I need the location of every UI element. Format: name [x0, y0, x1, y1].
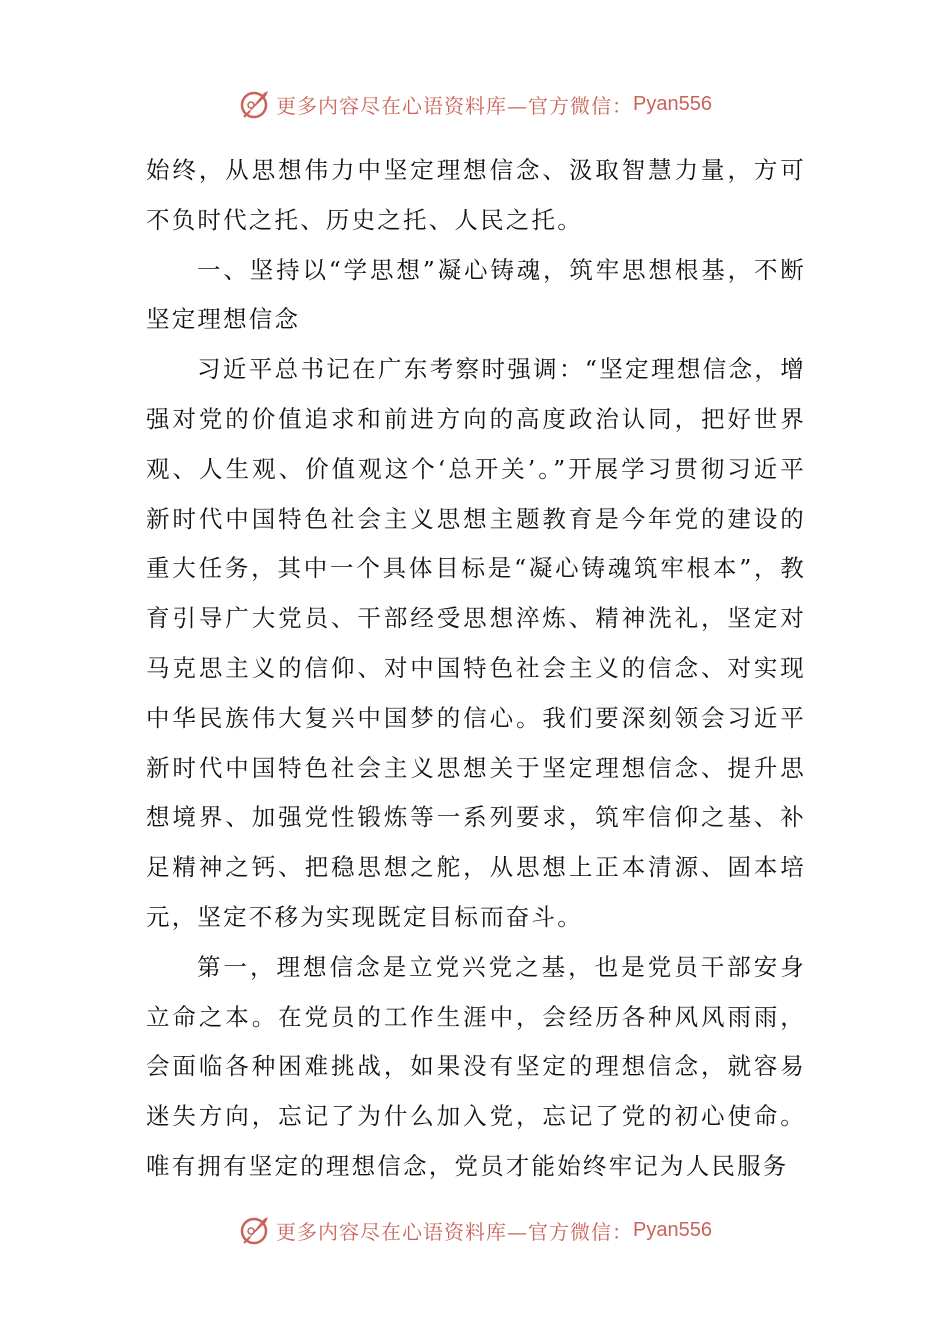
quill-logo-icon — [238, 1213, 272, 1247]
banner-wechat-id: Pyan556 — [633, 1218, 712, 1241]
footer-banner — [0, 1210, 950, 1250]
paragraph: 习近平总书记在广东考察时强调：“坚定理想信念，增强对党的价值追求和前进方向的高度政治认同，把好世界观、人生观、价值观这个‘总开关’。”开展学习贯彻习近平新时代中国特色社会主义思想主题教育是今年党的建设的重大任务，其中一个具体目标是“凝心铸魂筑牢根本”，教育引导广大党员、干部经受思想淬炼、精神洗礼，坚定对马克思主义的信仰、对中国特色社会主义的信念、对实现中华民族伟大复兴中国梦的信心。我们要深刻领会习近平新时代中国特色社会主义思想关于坚定理想信念、提升思想境界、加强党性锻炼等一系列要求，筑牢信仰之基、补足精神之钙、把稳思想之舵，从思想上正本清源、固本培元，坚定不移为实现既定目标而奋斗。 — [146, 355, 806, 931]
header-banner — [0, 84, 950, 124]
document-body — [146, 146, 806, 1192]
section-heading: 一、坚持以“学思想”凝心铸魂，筑牢思想根基，不断坚定理想信念 — [146, 255, 806, 334]
quill-logo-icon — [238, 87, 272, 121]
paragraph: 第一，理想信念是立党兴党之基，也是党员干部安身立命之本。在党员的工作生涯中，会经历各种风风雨雨，会面临各种困难挑战，如果没有坚定的理想信念，就容易迷失方向，忘记了为什么加入党，忘记了党的初心使命。唯有拥有坚定的理想信念，党员才能始终牢记为人民服务 — [146, 952, 806, 1180]
banner-wechat-label: —官方微信： — [507, 93, 634, 118]
paragraph-continuation: 始终，从思想伟力中坚定理想信念、汲取智慧力量，方可不负时代之托、历史之托、人民之托。 — [146, 156, 806, 234]
banner-title: 更多内容尽在心语资料库 — [276, 1219, 508, 1244]
banner-title: 更多内容尽在心语资料库 — [276, 93, 508, 118]
banner-wechat-id: Pyan556 — [633, 92, 712, 115]
banner-wechat-label: —官方微信： — [507, 1219, 634, 1244]
